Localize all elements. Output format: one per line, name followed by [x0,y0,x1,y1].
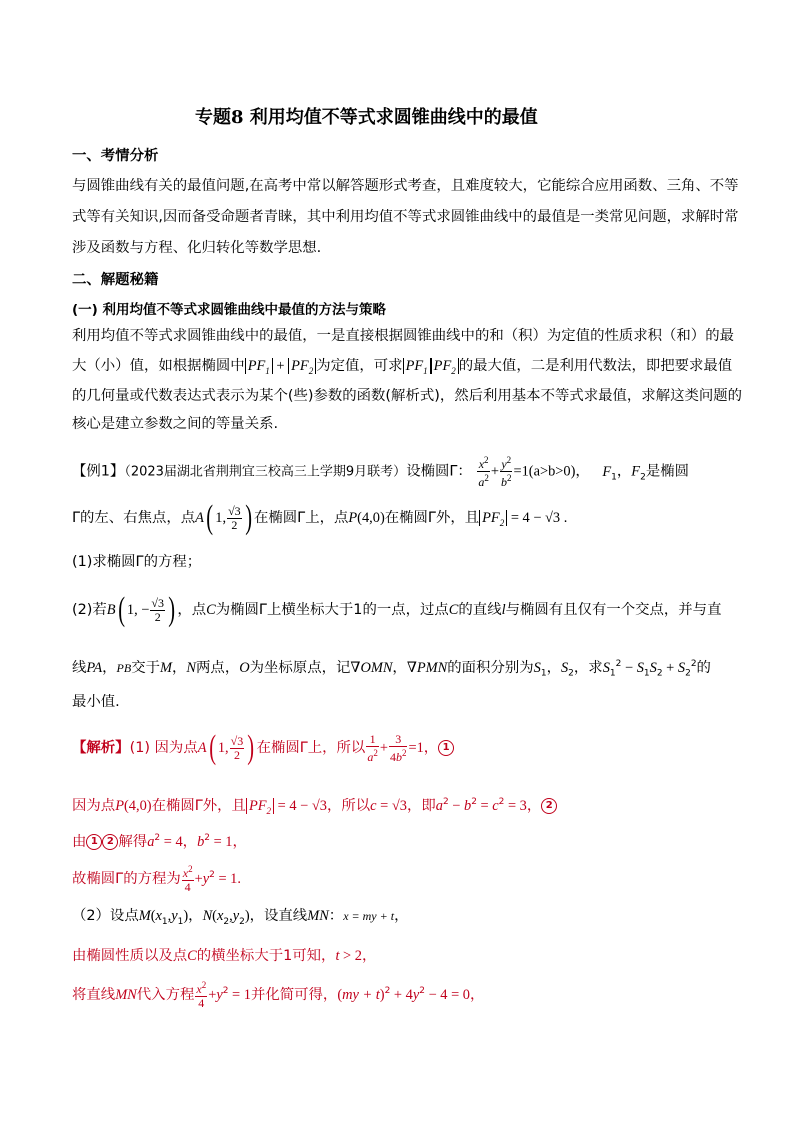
solution-line-6: 由椭圆性质以及点C的横坐标大于1可知，t > 2， [72,948,377,964]
method-line-2: 大（小）值，如根据椭圆中 $PF_1 + PF_2$ 为定值，可求 $PF_1$ $PF_2$ 的最大值，二是利用代数法，即把要求最值 [72,358,733,376]
solution-line-4: 故椭圆Γ的方程为 $\frac{x^2}{4}$ $+y^2 = 1$. [72,864,241,895]
ellipse-fraction-y: $\frac{y^2}{b^2}$ [500,455,512,489]
page-title: 专题8 利用均值不等式求圆锥曲线中的最值 [195,107,538,128]
question-1: (1)求椭圆Γ的方程； [72,554,202,570]
solution-line-5: （2）设点$M(x_1,y_1)$，$N(x_2,y_2)$，设直线MN：x = my + t， [72,908,409,927]
solution-line-7: 将直线MN代入方程 $\frac{x^2}{4}$ $+y^2 = 1$并化简可得，$(my + t)^2 + 4y^2 - 4 = 0$， [72,980,485,1011]
example-line-1: 【例1】（2023届湖北省荆荆宜三校高三上学期9月联考）设椭圆Γ： $\frac{x^2}{a^2}$ + $\frac{y^2}{b^2}$ =1(a>b>0)， $F_1$，$F_2$是椭圆 [72,455,690,489]
ellipse-fraction-x: $\frac{x^2}{a^2}$ [478,455,489,489]
section-heading-analysis: 一、考情分析 [72,148,159,164]
solution-line-2: 因为点P(4,0)在椭圆Γ外，且 $PF_2 = 4 - √3$，所以c = √3，即$a^2 - b^2 = c^2 = 3$， 2 [72,792,557,821]
solution-line-3: 由 1 2 解得$a^2 = 4$，$b^2 = 1$， [72,833,247,850]
section-heading-secrets: 二、解题秘籍 [72,272,159,288]
sub-heading-method: (一) 利用均值不等式求圆锥曲线中最值的方法与策略 [72,302,387,318]
method-line-4: 核心是建立参数之间的等量关系. [72,416,279,432]
solution-line-1: 【解析】(1) 因为点A( 1, $\frac{√3}{2}$ ) 在椭圆Γ上，所以 $\frac{1}{a^2}$ + $\frac{3}{4b^2}$ =1， 1 [72,728,454,768]
example-line-2: Γ的左、右焦点，点A( 1, $\frac{√3}{2}$ ) 在椭圆Γ上，点P(4,0)在椭圆Γ外，且 $PF_2 = 4 - √3$ . [72,499,568,536]
circled-two-icon: 2 [541,798,557,814]
question-2-line-3: 最小值. [72,694,120,710]
method-line-3: 的几何量或代数表达式表示为某个(些)参数的函数(解析式)，然后利用基本不等式求最值，求解这类问题的 [72,388,743,404]
analysis-line-1: 与圆锥曲线有关的最值问题,在高考中常以解答题形式考查，且难度较大，它能综合应用函数、三角、不等 [72,178,739,194]
circled-one-icon: 1 [438,740,454,756]
question-2-line-1: (2)若B( 1, − $\frac{√3}{2}$ ) ，点C为椭圆Γ上横坐标大于1的一点，过点C的直线l与椭圆有且仅有一个交点，并与直 [72,591,722,628]
analysis-line-2: 式等有关知识,因而备受命题者青睐，其中利用均值不等式求圆锥曲线中的最值是一类常见问题，求解时常 [72,209,739,225]
analysis-line-3: 涉及函数与方程、化归转化等数学思想. [72,240,322,256]
question-2-line-2: 线PA，PB交于M，N两点，O为坐标原点，记∇OMN，∇PMN的面积分别为$S_1$，$S_2$，求$S_1^2 - S_1S_2 + S_2^2$的 [72,659,711,679]
method-line-1: 利用均值不等式求圆锥曲线中的最值，一是直接根据圆锥曲线中的和（积）为定值的性质求积（和）的最 [72,328,734,344]
